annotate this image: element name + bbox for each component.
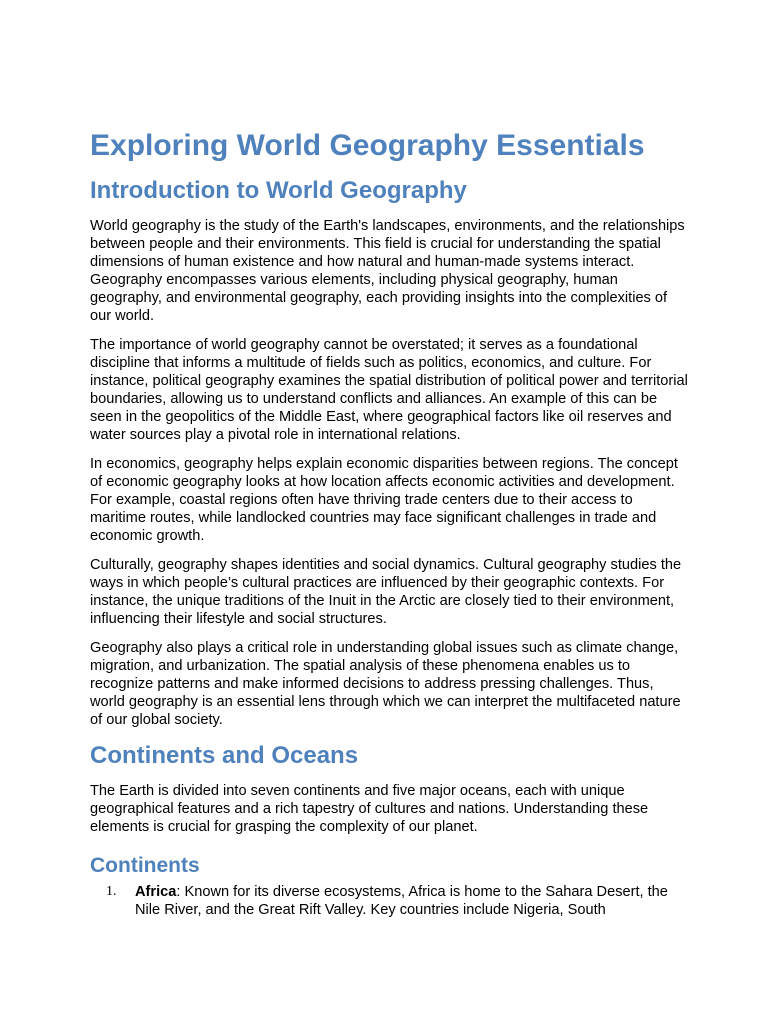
paragraph: In economics, geography helps explain economic disparities between regions. The concept of economic geography looks at how location affects economic activities and development. For example, coastal regions often have thriving trade centers due to their access to maritime routes, while landlocked countries may face significant challenges in trade and economic growth. — [90, 456, 678, 544]
paragraph: Culturally, geography shapes identities and social dynamics. Cultural geography studies the ways in which people’s cultural practices are influenced by their geographic contexts. For instance, the unique traditions of the Inuit in the Arctic are closely tied to their environment, influencing their lifestyle and social structures. — [90, 557, 682, 627]
section-heading-introduction: Introduction to World Geography — [90, 177, 467, 204]
list-item-term: Africa — [135, 884, 177, 900]
subsection-heading-continents: Continents — [90, 854, 200, 877]
paragraph: The Earth is divided into seven continents and five major oceans, each with unique geographical features and a rich tapestry of cultures and nations. Understanding these elements is crucial for grasping the complexity of our planet. — [90, 783, 649, 835]
list-item-text: : Known for its diverse ecosystems, Africa is home to the Sahara Desert, the Nile River, and the Great Rift Valley. Key countries include Nigeria, South — [135, 884, 668, 918]
section-heading-continents-and-oceans: Continents and Oceans — [90, 742, 359, 769]
continents-list — [90, 883, 690, 919]
document-page — [90, 120, 690, 919]
list-item-number: 1. — [106, 884, 117, 899]
paragraph: World geography is the study of the Earth's landscapes, environments, and the relationships between people and their environments. This field is crucial for understanding the spatial dimensions of human existence and how natural and human-made systems interact. Geography encompasses various elements, including physical geography, human geography, and environmental geography, each providing insights into the complexities of our world. — [90, 218, 685, 324]
document-title: Exploring World Geography Essentials — [90, 129, 645, 162]
paragraph: The importance of world geography cannot be overstated; it serves as a foundational discipline that informs a multitude of fields such as politics, economics, and culture. For instance, political geography examines the spatial distribution of political power and territorial boundaries, allowing us to understand conflicts and alliances. An example of this can be seen in the geopolitics of the Middle East, where geographical factors like oil reserves and water sources play a pivotal role in international relations. — [90, 337, 688, 443]
paragraph: Geography also plays a critical role in understanding global issues such as climate change, migration, and urbanization. The spatial analysis of these phenomena enables us to recognize patterns and make informed decisions to address pressing challenges. Thus, world geography is an essential lens through which we can interpret the multifaceted nature of our global society. — [90, 640, 681, 728]
list-item — [90, 883, 690, 919]
